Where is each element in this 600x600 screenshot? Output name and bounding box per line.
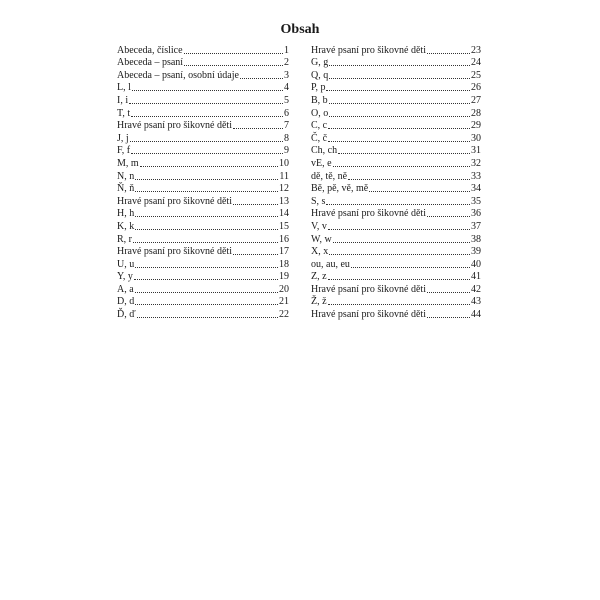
toc-entry-page-number: 10 [279,157,289,169]
toc-entry-label: N, n [117,170,135,182]
toc-leader-dots [427,215,470,217]
toc-entry-label: vE, e [311,157,332,169]
toc-entry [117,94,289,107]
toc-leader-dots [132,89,283,91]
toc-entry [311,132,481,145]
toc-entry [117,220,289,233]
toc-entry [311,57,481,70]
toc-entry [117,296,289,309]
toc-entry [117,271,289,284]
toc-entry [311,208,481,221]
toc-leader-dots [348,178,470,180]
toc-leader-dots [130,140,283,142]
toc-entry-page-number: 15 [279,220,289,232]
toc-entry [311,283,481,296]
toc-entry-page-number: 25 [471,69,481,81]
toc-entry [117,157,289,170]
toc-entry [311,195,481,208]
toc-leader-dots [135,178,278,180]
toc-entry-page-number: 14 [279,208,289,220]
toc-leader-dots [326,89,470,91]
toc-entry-label: M, m [117,157,139,169]
toc-entry-label: D, d [117,296,135,308]
toc-entry [311,308,481,321]
toc-entry [117,145,289,158]
toc-leader-dots [333,165,470,167]
toc-entry-label: C, c [311,120,328,132]
toc-entry-page-number: 37 [471,220,481,232]
toc-entry [311,183,481,196]
toc-entry-label: W, w [311,233,332,245]
toc-entry-label: R, r [117,233,132,245]
toc-entry-label: L, l [117,82,131,94]
toc-leader-dots [135,190,278,192]
toc-entry-page-number: 44 [471,309,481,321]
toc-entry [311,258,481,271]
toc-entry-label: Abeceda – psaní [117,57,184,69]
toc-entry-page-number: 11 [279,170,289,182]
toc-entry-label: V, v [311,220,327,232]
toc-column-right [311,44,481,321]
toc-entry-page-number: 28 [471,107,481,119]
toc-entry [117,283,289,296]
toc-entry-label: B, b [311,94,328,106]
toc-leader-dots [131,152,283,154]
toc-entry-page-number: 43 [471,296,481,308]
toc-entry-label: F, f [117,145,131,157]
toc-entry [311,107,481,120]
toc-leader-dots [233,127,283,129]
toc-entry-label: Ň, ň [117,183,135,195]
toc-entry-page-number: 16 [279,233,289,245]
toc-entry [117,258,289,271]
toc-entry [311,220,481,233]
toc-entry [311,157,481,170]
toc-leader-dots [427,316,470,318]
toc-entry-page-number: 41 [471,271,481,283]
toc-entry-page-number: 6 [284,107,289,119]
toc-entry-label: Hravé psaní pro šikovné děti [311,283,426,295]
toc-entry-page-number: 31 [471,145,481,157]
toc-entry-page-number: 36 [471,208,481,220]
toc-entry-page-number: 42 [471,283,481,295]
toc-entry-page-number: 17 [279,246,289,258]
page-title: Obsah [280,22,320,37]
toc-entry-page-number: 23 [471,44,481,56]
toc-entry-page-number: 5 [284,94,289,106]
toc-entry-label: Z, z [311,271,327,283]
toc-leader-dots [427,291,470,293]
toc-entry-page-number: 3 [284,69,289,81]
toc-entry-page-number: 9 [284,145,289,157]
toc-leader-dots [135,303,278,305]
toc-leader-dots [328,303,470,305]
toc-entry-label: S, s [311,195,326,207]
toc-entry-label: K, k [117,220,135,232]
toc-leader-dots [135,228,278,230]
toc-entry-page-number: 20 [279,283,289,295]
toc-entry [117,57,289,70]
toc-entry-label: Hravé psaní pro šikovné děti [311,44,426,56]
toc-entry-page-number: 1 [284,44,289,56]
toc-entry [311,145,481,158]
toc-entry [311,69,481,82]
toc-entry-page-number: 29 [471,120,481,132]
toc-entry-label: Y, y [117,271,133,283]
toc-entry [117,233,289,246]
toc-entry [117,308,289,321]
toc-entry-page-number: 21 [279,296,289,308]
toc-leader-dots [427,52,470,54]
toc-leader-dots [240,77,283,79]
toc-entry-page-number: 24 [471,57,481,69]
toc-entry [311,296,481,309]
toc-entry-page-number: 12 [279,183,289,195]
toc-leader-dots [233,253,278,255]
toc-entry [311,271,481,284]
toc-entry-page-number: 2 [284,57,289,69]
toc-entry-page-number: 39 [471,246,481,258]
toc-entry-label: ou, au, eu [311,258,350,270]
toc-leader-dots [338,152,470,154]
toc-entry-label: I, i [117,94,129,106]
toc-entry-label: P, p [311,82,326,94]
toc-entry-page-number: 4 [284,82,289,94]
toc-entry-page-number: 34 [471,183,481,195]
toc-entry-label: O, o [311,107,329,119]
toc-entry-page-number: 32 [471,157,481,169]
toc-leader-dots [328,278,470,280]
toc-entry-page-number: 27 [471,94,481,106]
toc-leader-dots [329,115,470,117]
toc-entry-label: Hravé psaní pro šikovné děti [117,120,232,132]
toc-entry-page-number: 18 [279,258,289,270]
toc-entry [117,195,289,208]
toc-entry-label: Q, q [311,69,329,81]
toc-entry [117,170,289,183]
toc-entry-label: U, u [117,258,135,270]
toc-entry-page-number: 26 [471,82,481,94]
toc-entry [117,132,289,145]
toc-leader-dots [129,102,283,104]
toc-entry-page-number: 38 [471,233,481,245]
toc-leader-dots [140,165,278,167]
toc-entry-label: Ď, ď [117,309,136,321]
toc-entry [117,208,289,221]
toc-leader-dots [329,77,470,79]
toc-leader-dots [333,241,470,243]
toc-entry-label: Abeceda, číslice [117,44,183,56]
toc-leader-dots [369,190,470,192]
toc-entry-label: J, j [117,132,129,144]
toc-leader-dots [184,52,283,54]
toc-entry-label: Hravé psaní pro šikovné děti [117,195,232,207]
toc-leader-dots [133,241,278,243]
toc-leader-dots [329,64,470,66]
toc-leader-dots [135,291,278,293]
toc-entry-page-number: 7 [284,120,289,132]
toc-entry [311,44,481,57]
toc-entry-label: dě, tě, ně [311,170,348,182]
toc-entry-page-number: 35 [471,195,481,207]
toc-entry-page-number: 13 [279,195,289,207]
toc-leader-dots [137,316,278,318]
toc-entry-label: Abeceda – psaní, osobní údaje [117,69,239,81]
toc-entry-label: X, x [311,246,329,258]
toc-leader-dots [328,127,470,129]
toc-entry-page-number: 8 [284,132,289,144]
toc-entry-label: G, g [311,57,329,69]
toc-entry [311,170,481,183]
toc-entry-label: Bě, pě, vě, mě [311,183,369,195]
toc-entry [117,120,289,133]
toc-leader-dots [326,203,470,205]
toc-entry-label: H, h [117,208,135,220]
toc-leader-dots [329,102,470,104]
toc-entry [117,246,289,259]
toc-entry-label: A, a [117,283,134,295]
toc-leader-dots [351,266,470,268]
toc-entry [311,233,481,246]
toc-entry-page-number: 19 [279,271,289,283]
toc-entry-page-number: 22 [279,309,289,321]
toc-leader-dots [135,215,278,217]
toc-leader-dots [233,203,278,205]
toc-leader-dots [328,140,470,142]
toc-entry [311,120,481,133]
toc-entry-label: Hravé psaní pro šikovné děti [311,208,426,220]
toc-entry [311,246,481,259]
toc-leader-dots [184,64,283,66]
toc-entry-label: Hravé psaní pro šikovné děti [117,246,232,258]
toc-leader-dots [328,228,470,230]
toc-entry [117,44,289,57]
toc-leader-dots [134,278,278,280]
toc-entry-page-number: 33 [471,170,481,182]
toc-entry-label: Ž, ž [311,296,327,308]
toc-entry-label: Hravé psaní pro šikovné děti [311,309,426,321]
toc-entry-label: Č, č [311,132,328,144]
toc-entry-label: T, t [117,107,131,119]
toc-entry-page-number: 30 [471,132,481,144]
toc-entry [311,94,481,107]
toc-column-left [117,44,289,321]
toc-entry [117,107,289,120]
toc-entry [311,82,481,95]
toc-entry [117,69,289,82]
toc-entry [117,183,289,196]
toc-leader-dots [131,115,283,117]
toc-entry-label: Ch, ch [311,145,338,157]
toc-leader-dots [135,266,278,268]
toc-entry-page-number: 40 [471,258,481,270]
toc-entry [117,82,289,95]
toc-leader-dots [329,253,470,255]
